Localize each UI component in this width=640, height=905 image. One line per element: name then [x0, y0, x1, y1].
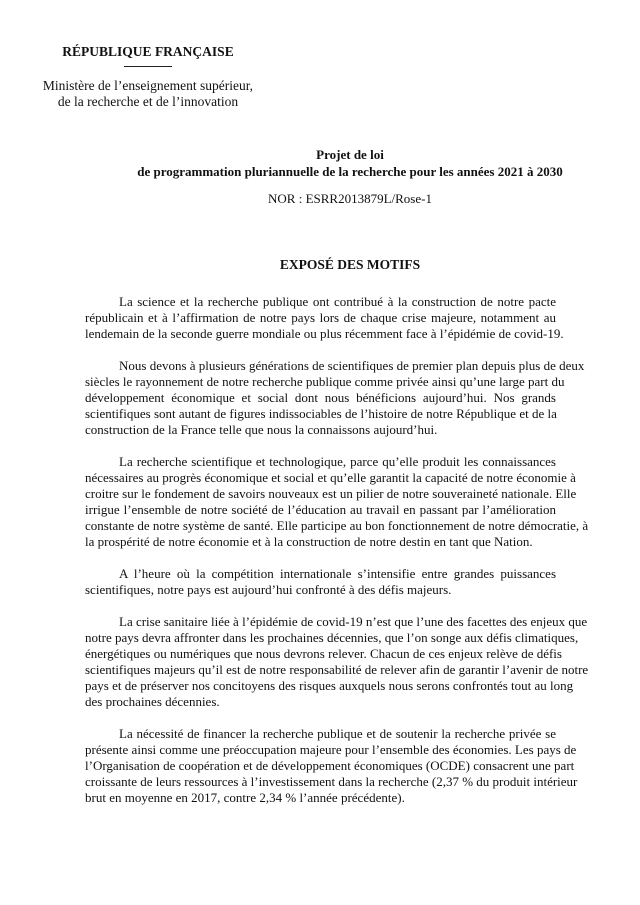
paragraph-line: A l’heure où la compétition internationale s’intensifie entre grandes puissances: [119, 566, 556, 581]
bill-title-line: Projet de loi: [316, 147, 384, 162]
paragraph-line: présente ainsi comme une préoccupation majeure pour l’ensemble des économies. Les pays de: [85, 742, 577, 757]
paragraph: [85, 358, 585, 438]
paragraph-line: scientifiques sont autant de figures indissociables de l’histoire de notre République et de la: [85, 406, 557, 421]
paragraph-line: irrigue l’ensemble de notre société de l’éducation au travail en passant par l’amélioration: [85, 502, 556, 517]
paragraph-line: scientifiques, notre pays est aujourd’hui confronté à des défis majeurs.: [85, 582, 452, 597]
ministry-line: de la recherche et de l’innovation: [57, 94, 239, 109]
paragraph-line: La science et la recherche publique ont contribué à la construction de notre pacte: [119, 294, 556, 309]
paragraph: [85, 566, 556, 598]
ministry-name: [40, 78, 256, 110]
nor-reference: NOR : ESRR2013879L/Rose-1: [268, 191, 432, 206]
paragraph-line: siècles le rayonnement de notre recherche publique comme privée ainsi qu’une large part du: [85, 374, 565, 389]
paragraph: [85, 454, 589, 550]
ministry-line: Ministère de l’enseignement supérieur,: [42, 78, 254, 93]
paragraph-line: développement économique et social dont nous bénéficions aujourd’hui. Nos grands: [85, 390, 556, 405]
paragraph-line: La recherche scientifique et technologique, parce qu’elle produit les connaissances: [119, 454, 556, 469]
section-heading: EXPOSÉ DES MOTIFS: [279, 257, 421, 272]
bill-title: [120, 146, 580, 180]
paragraph-line: notre pays devra affronter dans les prochaines décennies, que l’on songe aux défis climatiques,: [85, 630, 579, 645]
paragraph-line: croitre sur le fondement de savoirs nouveaux est un pilier de notre souveraineté nationale. Elle: [85, 486, 577, 501]
document-body: [85, 294, 589, 822]
paragraph: [85, 726, 578, 806]
bill-title-line: de programmation pluriannuelle de la recherche pour les années 2021 à 2030: [137, 164, 563, 179]
paragraph-line: La crise sanitaire liée à l’épidémie de covid-19 n’est que l’une des facettes des enjeux que: [119, 614, 588, 629]
paragraph-line: pays et de préserver nos concitoyens des risques auxquels nous serons confrontés tout au long: [85, 678, 574, 693]
paragraph-line: républicain et à l’affirmation de notre pays lors de chaque crise majeure, notamment au: [85, 310, 556, 325]
paragraph-line: des prochaines décennies.: [85, 694, 220, 709]
republic-heading: RÉPUBLIQUE FRANÇAISE: [62, 44, 234, 59]
paragraph-line: Nous devons à plusieurs générations de scientifiques de premier plan depuis plus de deux: [119, 358, 585, 373]
paragraph-line: l’Organisation de coopération et de développement économiques (OCDE) consacrent une part: [85, 758, 575, 773]
paragraph-line: scientifiques majeurs qu’il est de notre responsabilité de relever afin de garantir l’avenir de notre: [85, 662, 589, 677]
paragraph-line: La nécessité de financer la recherche publique et de soutenir la recherche privée se: [119, 726, 556, 741]
paragraph-line: brut en moyenne en 2017, contre 2,34 % l’année précédente).: [85, 790, 405, 805]
paragraph-line: nécessaires au progrès économique et social et qu’elle garantit la capacité de notre économie à: [85, 470, 576, 485]
paragraph-line: énergétiques ou numériques que nous devrons relever. Chacun de ces enjeux relève de défis: [85, 646, 562, 661]
paragraph-line: croissante de leurs ressources à l’investissement dans la recherche (2,37 % du produit intérieur: [85, 774, 578, 789]
paragraph-line: lendemain de la seconde guerre mondiale ou plus récemment face à l’épidémie de covid-19.: [85, 326, 564, 341]
paragraph-line: constante de notre système de santé. Elle participe au bon fonctionnement de notre démocratie, à: [85, 518, 589, 533]
paragraph-line: construction de la France telle que nous la connaissons aujourd’hui.: [85, 422, 438, 437]
paragraph-line: la prospérité de notre économie et à la construction de notre destin en tant que Nation.: [85, 534, 533, 549]
paragraph: [85, 294, 564, 342]
paragraph: [85, 614, 589, 710]
header-divider: [124, 66, 172, 67]
